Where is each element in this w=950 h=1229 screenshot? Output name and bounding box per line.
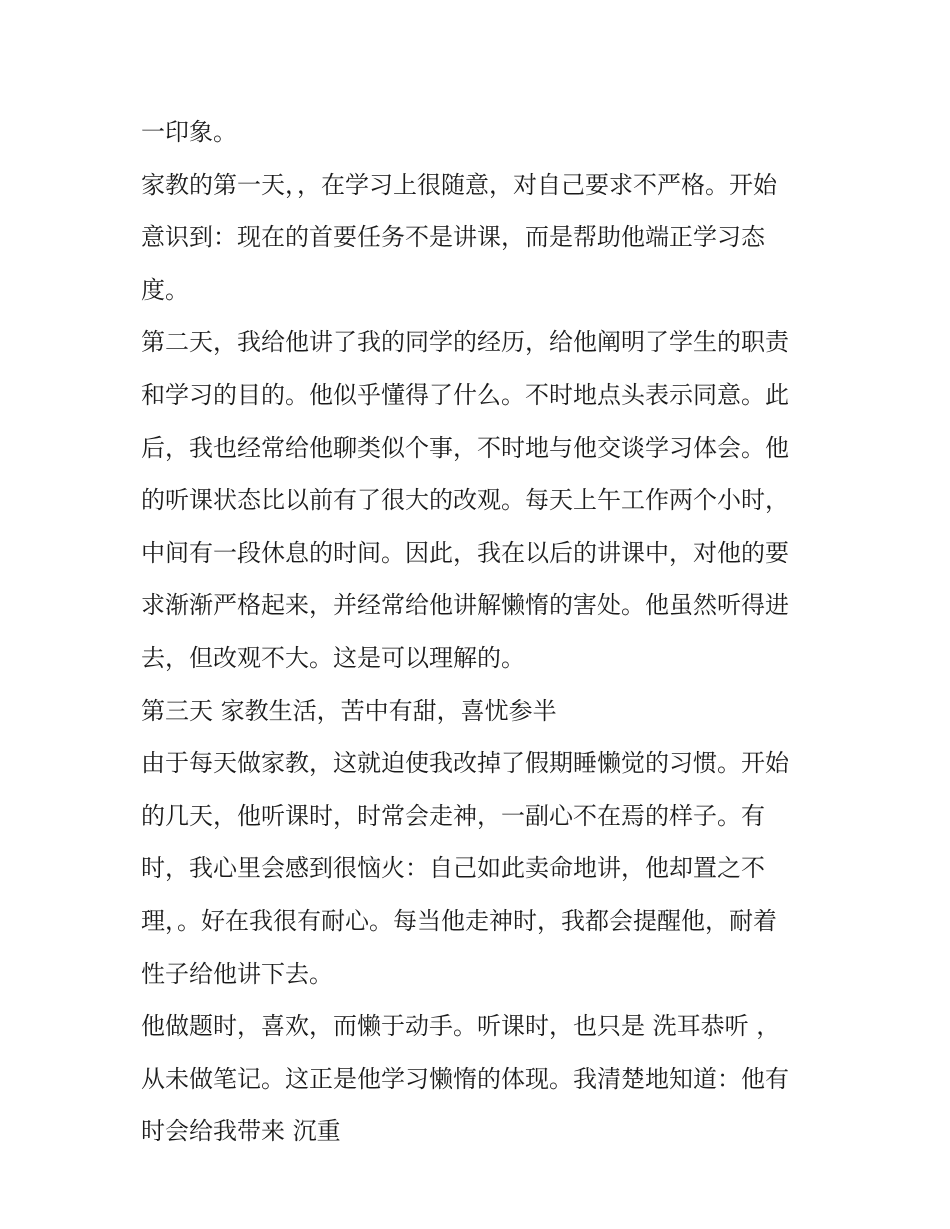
text-line: 去，但改观不大。这是可以理解的。 [141,643,525,672]
text-line: 家教的第一天，，在学习上很随意，对自己要求不严格。开始 [141,170,777,199]
text-line: 后，我也经常给他聊类似个事，不时地与他交谈学习体会。他 [141,433,789,462]
text-line: 第二天，我给他讲了我的同学的经历，给他阐明了学生的职责 [141,328,789,357]
paragraph-5 [141,737,821,1000]
text-line: 一印象。 [141,118,237,146]
paragraph-6 [141,1000,821,1158]
text-line: 从未做笔记。这正是他学习懒惰的体现。我清楚地知道：他有 [141,1064,789,1093]
text-line: 理，。好在我很有耐心。每当他走神时，我都会提醒他，耐着 [141,906,777,935]
text-line: 度。 [141,275,189,304]
text-line: 他做题时，喜欢，而懒于动手。听课时，也只是 洗耳恭听 ， [141,1012,781,1041]
paragraph-1 [141,106,821,159]
text-line: 求渐渐严格起来，并经常给他讲解懒惰的害处。他虽然听得进 [141,591,789,620]
text-line: 的听课状态比以前有了很大的改观。每天上午工作两个小时， [141,486,789,515]
text-line: 由于每天做家教，这就迫使我改掉了假期睡懒觉的习惯。开始 [141,749,789,778]
text-line: 中间有一段休息的时间。因此，我在以后的讲课中，对他的要 [141,538,789,567]
text-line: 的几天，他听课时，时常会走神，一副心不在焉的样子。有 [141,801,765,830]
section-heading [141,685,821,738]
text-line: 和学习的目的。他似乎懂得了什么。不时地点头表示同意。此 [141,380,789,409]
text-line: 意识到：现在的首要任务不是讲课，而是帮助他端正学习态 [141,223,765,252]
text-line: 时，我心里会感到很恼火：自己如此卖命地讲，他却置之不 [141,854,765,883]
text-line: 性子给他讲下去。 [141,959,333,988]
paragraph-2 [141,159,821,317]
paragraph-3 [141,316,821,684]
text-line: 时会给我带来 沉重 [141,1117,341,1146]
heading-line: 第三天 家教生活，苦中有甜，喜忧参半 [141,696,557,725]
document-body [141,106,821,1158]
